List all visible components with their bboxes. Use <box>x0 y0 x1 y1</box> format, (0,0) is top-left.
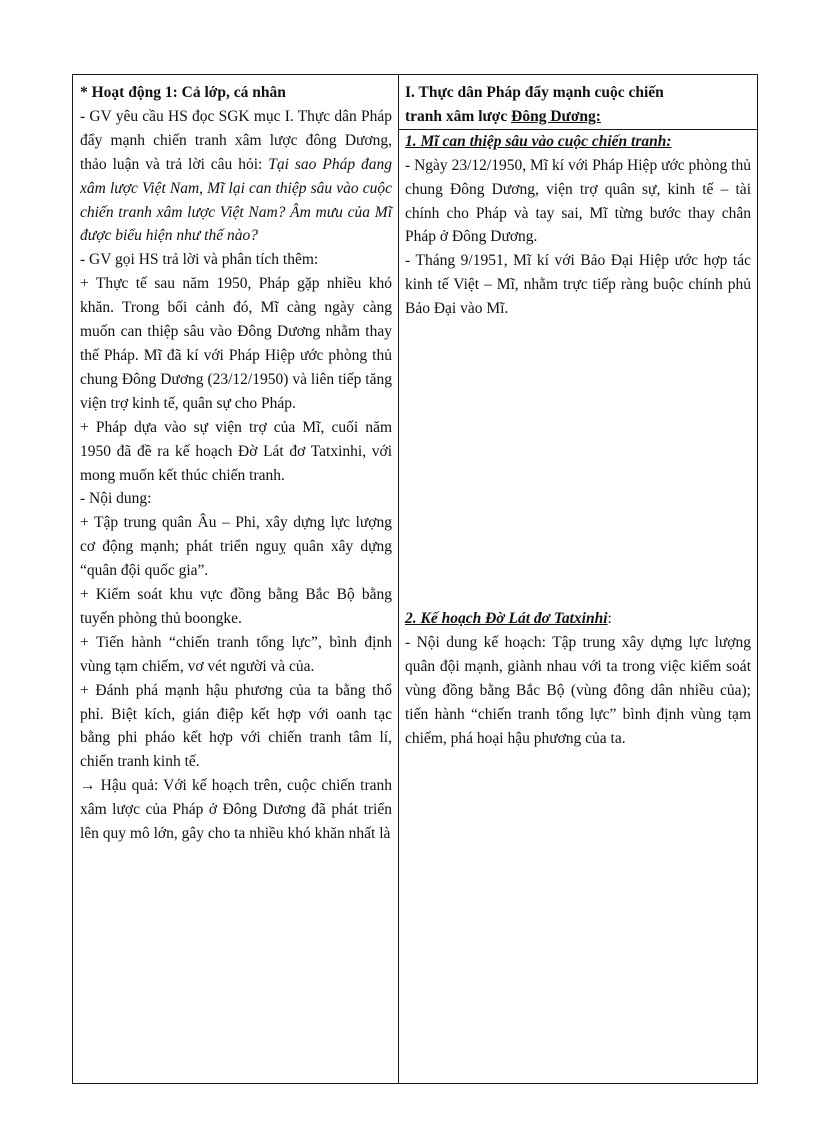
column-spacer <box>405 321 751 607</box>
section-heading <box>399 81 757 130</box>
activity-heading-rest: Cả lớp, cá nhân <box>181 84 286 101</box>
subsection-1-point-1: - Ngày 23/12/1950, Mĩ kí với Pháp Hiệp ước phòng thủ chung Đông Dương, viện trợ quân sự, kinh tế – tài chính cho Pháp và tay sai, Mĩ từng bước thay chân Pháp ở Đông Dương. <box>405 156 751 246</box>
section-heading-line-2: tranh xâm lược Đông Dương: <box>405 107 601 125</box>
section-heading-line-1: I. Thực dân Pháp đẩy mạnh cuộc chiến <box>405 84 664 101</box>
content-table <box>72 74 758 1084</box>
content-label: - Nội dung: <box>80 490 152 508</box>
content-point-1: + Tập trung quân Âu – Phi, xây dựng lực lượng cơ động mạnh; phát triển nguỵ quân xây dựng “quân đội quốc gia”. <box>80 514 392 580</box>
instruction-question: Tại sao Pháp đang xâm lược Việt Nam, Mĩ lại can thiệp sâu vào cuộc chiến tranh xâm lược Việt Nam? Âm mưu của Mĩ được biểu hiện như thế nào? <box>80 155 392 245</box>
subsection-2-title: 2. Kế hoạch Đờ Lát đơ Tatxinhi <box>405 610 608 628</box>
consequence-paragraph: → Hậu quả: Với kế hoạch trên, cuộc chiến tranh xâm lược của Pháp ở Đông Dương đã phát triển lên quy mô lớn, gây cho ta nhiều khó khăn nhất là <box>80 777 392 843</box>
content-point-2: + Kiểm soát khu vực đồng bằng Bắc Bộ bằng tuyến phòng thủ boongke. <box>80 586 392 627</box>
subsection-2-heading: 2. Kế hoạch Đờ Lát đơ Tatxinhi: <box>405 610 612 628</box>
analysis-point-2: + Pháp dựa vào sự viện trợ của Mĩ, cuối năm 1950 đã đề ra kế hoạch Đờ Lát đơ Tatxinhi, với mong muốn kết thúc chiến tranh. <box>80 418 392 484</box>
lesson-content-column <box>399 75 757 1083</box>
section-heading-underlined: Đông Dương: <box>511 107 601 125</box>
content-point-4: + Đánh phá mạnh hậu phương của ta bằng thổ phỉ. Biệt kích, gián điệp kết hợp với oanh tạc bằng phi pháo kết hợp với chiến tranh tâm lí, chiến tranh kinh tế. <box>80 681 392 771</box>
subsection-1-point-2: - Tháng 9/1951, Mĩ kí với Bảo Đại Hiệp ước hợp tác kinh tế Việt – Mĩ, nhằm trực tiếp ràng buộc chính phủ Bảo Đại vào Mĩ. <box>405 252 751 318</box>
activity-heading-label: * Hoạt động 1: <box>80 84 182 101</box>
analysis-point-1: + Thực tế sau năm 1950, Pháp gặp nhiều khó khăn. Trong bối cảnh đó, Mĩ càng ngày càng muốn can thiệp sâu vào Đông Dương nhằm thay thế Pháp. Mĩ đã kí với Pháp Hiệp ước phòng thủ chung Đông Dương (23/12/1950) và liên tiếp tăng viện trợ kinh tế, quân sự cho Pháp. <box>80 275 392 412</box>
subsection-2-point-1: - Nội dung kế hoạch: Tập trung xây dựng lực lượng quân đội mạnh, giành nhau với ta trong việc kiểm soát vùng đồng bằng Bắc Bộ (vùng đông dân nhiều của); tiến hành “chiến tranh tổng lực” bình định vùng tạm chiếm, phá hoại hậu phương của ta. <box>405 633 751 747</box>
teacher-analysis-intro: - GV gọi HS trả lời và phân tích thêm: <box>80 251 319 269</box>
instruction-text: - GV yêu cầu HS đọc SGK mục I. Thực dân Pháp đẩy mạnh chiến tranh xâm lược đông Dương, thảo luận và trả lời câu hỏi: <box>80 107 392 173</box>
content-point-3: + Tiến hành “chiến tranh tổng lực”, bình định vùng tạm chiếm, vơ vét người và của. <box>80 633 392 675</box>
subsection-1-title: 1. Mĩ can thiệp sâu vào cuộc chiến tranh: <box>405 132 672 150</box>
teacher-activity-column <box>73 75 399 1083</box>
activity-heading <box>80 81 392 105</box>
instruction-paragraph <box>80 105 392 248</box>
